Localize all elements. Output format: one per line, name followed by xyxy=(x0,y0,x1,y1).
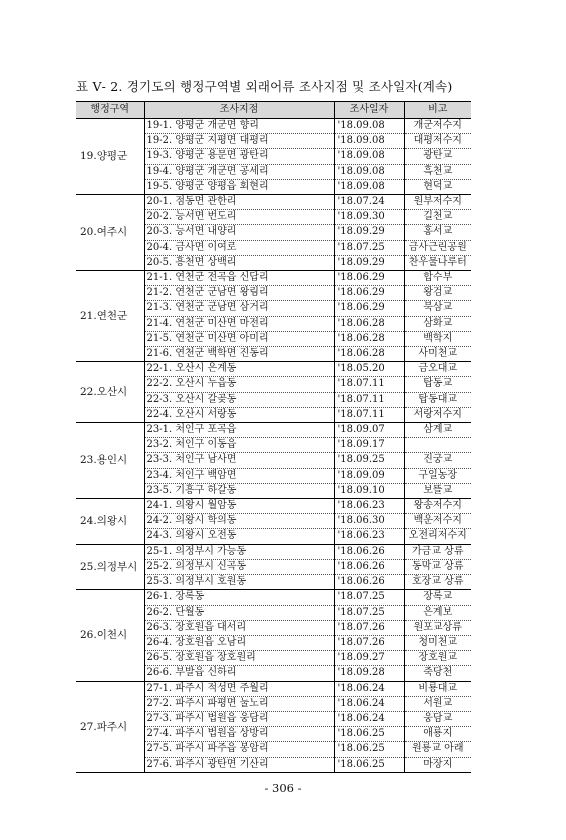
note-cell: 금오대교 xyxy=(404,362,471,377)
site-cell: 25-2. 의정부시 신곡동 xyxy=(144,559,334,574)
date-cell: '18.06.26 xyxy=(334,544,404,559)
date-cell: '18.06.29 xyxy=(334,271,404,286)
table-row xyxy=(76,544,471,559)
site-cell: 21-6. 연천군 백학면 진동리 xyxy=(144,347,334,362)
date-cell: '18.06.26 xyxy=(334,575,404,590)
date-cell: '18.09.30 xyxy=(334,210,404,225)
date-cell: '18.06.28 xyxy=(334,347,404,362)
site-cell: 27-4. 파주시 법원읍 상방리 xyxy=(144,727,334,742)
region-cell: 24.의왕시 xyxy=(76,499,144,545)
site-cell: 23-4. 처인구 백암면 xyxy=(144,468,334,483)
site-cell: 19-2. 양평군 지평면 대평리 xyxy=(144,134,334,149)
note-cell: 현덕교 xyxy=(404,179,471,194)
site-cell: 25-1. 의정부시 가능동 xyxy=(144,544,334,559)
site-cell: 19-5. 양평군 양평읍 회현리 xyxy=(144,179,334,194)
date-cell: '18.06.24 xyxy=(334,711,404,726)
site-cell: 23-3. 처인구 남사면 xyxy=(144,453,334,468)
site-cell: 23-5. 기흥구 하갈동 xyxy=(144,483,334,498)
site-cell: 22-4. 오산시 서랑동 xyxy=(144,407,334,422)
site-cell: 22-1. 오산시 은계동 xyxy=(144,362,334,377)
site-cell: 27-3. 파주시 법원읍 웅담리 xyxy=(144,711,334,726)
note-cell xyxy=(404,438,471,453)
page-number: - 306 - xyxy=(264,781,302,795)
table-caption: 표 Ⅴ- 2. 경기도의 행정구역별 외래어류 조사지점 및 조사일자(계속) xyxy=(76,79,453,94)
region-cell: 27.파주시 xyxy=(76,681,144,772)
site-cell: 27-6. 파주시 광탄면 기산리 xyxy=(144,757,334,772)
date-cell: '18.06.30 xyxy=(334,514,404,529)
region-cell: 26.이천시 xyxy=(76,590,144,681)
note-cell: 백운저수지 xyxy=(404,514,471,529)
note-cell: 왕검교 xyxy=(404,286,471,301)
site-cell: 26-5. 장호원읍 장호원리 xyxy=(144,651,334,666)
site-cell: 23-2. 처인구 이동읍 xyxy=(144,438,334,453)
note-cell: 진궁교 xyxy=(404,453,471,468)
note-cell: 보뜰교 xyxy=(404,483,471,498)
date-cell: '18.07.24 xyxy=(334,195,404,210)
note-cell: 합수부 xyxy=(404,271,471,286)
site-cell: 23-1. 처인구 포곡읍 xyxy=(144,423,334,438)
site-cell: 21-2. 연천군 군남면 왕림리 xyxy=(144,286,334,301)
site-cell: 22-3. 오산시 갈곶동 xyxy=(144,392,334,407)
date-cell: '18.09.08 xyxy=(334,164,404,179)
note-cell: 길천교 xyxy=(404,210,471,225)
note-cell: 은계보 xyxy=(404,605,471,620)
date-cell: '18.09.17 xyxy=(334,438,404,453)
site-cell: 20-3. 능서면 내양리 xyxy=(144,225,334,240)
date-cell: '18.07.25 xyxy=(334,605,404,620)
site-cell: 20-2. 능서면 번도리 xyxy=(144,210,334,225)
site-cell: 19-1. 양평군 개군면 향리 xyxy=(144,119,334,134)
date-cell: '18.06.23 xyxy=(334,529,404,544)
site-cell: 21-4. 연천군 미산면 마전리 xyxy=(144,316,334,331)
date-cell: '18.05.20 xyxy=(334,362,404,377)
site-cell: 20-4. 금사면 이여로 xyxy=(144,240,334,255)
date-cell: '18.06.24 xyxy=(334,681,404,696)
region-cell: 21.연천군 xyxy=(76,271,144,362)
date-cell: '18.06.24 xyxy=(334,696,404,711)
site-cell: 24-1. 의왕시 월암동 xyxy=(144,499,334,514)
note-cell: 구일농장 xyxy=(404,468,471,483)
note-cell: 호장교 상류 xyxy=(404,575,471,590)
header-date: 조사일자 xyxy=(334,102,404,119)
date-cell: '18.07.25 xyxy=(334,590,404,605)
date-cell: '18.06.29 xyxy=(334,286,404,301)
note-cell: 가금교 상류 xyxy=(404,544,471,559)
site-cell: 19-3. 양평군 용문면 광탄리 xyxy=(144,149,334,164)
note-cell: 북삼교 xyxy=(404,301,471,316)
note-cell: 삼계교 xyxy=(404,423,471,438)
site-cell: 20-5. 흥천면 상백리 xyxy=(144,255,334,270)
site-cell: 21-1. 연천군 전곡읍 신답리 xyxy=(144,271,334,286)
date-cell: '18.09.27 xyxy=(334,651,404,666)
table-row xyxy=(76,681,471,696)
date-cell: '18.09.29 xyxy=(334,225,404,240)
survey-table xyxy=(76,101,471,773)
note-cell: 애룡지 xyxy=(404,727,471,742)
note-cell: 홍서교 xyxy=(404,225,471,240)
date-cell: '18.07.25 xyxy=(334,240,404,255)
date-cell: '18.06.25 xyxy=(334,742,404,757)
date-cell: '18.07.11 xyxy=(334,407,404,422)
date-cell: '18.07.11 xyxy=(334,392,404,407)
region-cell: 22.오산시 xyxy=(76,362,144,423)
site-cell: 24-2. 의왕시 학의동 xyxy=(144,514,334,529)
note-cell: 흑천교 xyxy=(404,164,471,179)
date-cell: '18.07.11 xyxy=(334,377,404,392)
region-cell: 25.의정부시 xyxy=(76,544,144,590)
site-cell: 26-4. 장호원읍 오남리 xyxy=(144,635,334,650)
note-cell: 백학지 xyxy=(404,331,471,346)
date-cell: '18.06.25 xyxy=(334,757,404,772)
site-cell: 26-3. 장호원읍 대서리 xyxy=(144,620,334,635)
date-cell: '18.09.09 xyxy=(334,468,404,483)
table-body xyxy=(76,119,471,773)
note-cell: 서원교 xyxy=(404,696,471,711)
note-cell: 장호원교 xyxy=(404,651,471,666)
date-cell: '18.09.08 xyxy=(334,119,404,134)
site-cell: 22-2. 오산시 누읍동 xyxy=(144,377,334,392)
site-cell: 21-3. 연천군 군남면 삼거리 xyxy=(144,301,334,316)
table-row xyxy=(76,423,471,438)
note-cell: 금사근린공원 xyxy=(404,240,471,255)
site-cell: 20-1. 점동면 관한리 xyxy=(144,195,334,210)
region-cell: 19.양평군 xyxy=(80,150,128,163)
date-cell: '18.06.25 xyxy=(334,727,404,742)
note-cell: 장록교 xyxy=(404,590,471,605)
note-cell: 원부저수지 xyxy=(404,195,471,210)
note-cell: 개군저수지 xyxy=(404,119,471,134)
date-cell: '18.06.28 xyxy=(334,316,404,331)
note-cell: 오전리저수지 xyxy=(404,529,471,544)
note-cell: 왕송저수지 xyxy=(404,499,471,514)
note-cell: 대평저수지 xyxy=(404,134,471,149)
date-cell: '18.09.29 xyxy=(334,255,404,270)
site-cell: 24-3. 의왕시 오전동 xyxy=(144,529,334,544)
date-cell: '18.06.23 xyxy=(334,499,404,514)
note-cell: 탑동대교 xyxy=(404,392,471,407)
date-cell: '18.09.10 xyxy=(334,483,404,498)
table-row xyxy=(76,362,471,377)
site-cell: 19-4. 양평군 개군면 공세리 xyxy=(144,164,334,179)
site-cell: 27-5. 파주시 파주읍 봉암리 xyxy=(144,742,334,757)
site-cell: 25-3. 의정부시 호원동 xyxy=(144,575,334,590)
table-row xyxy=(76,195,471,210)
note-cell: 비룡대교 xyxy=(404,681,471,696)
header-region: 행정구역 xyxy=(76,102,144,119)
date-cell: '18.09.07 xyxy=(334,423,404,438)
site-cell: 27-2. 파주시 파평면 눌노리 xyxy=(144,696,334,711)
note-cell: 원룡교 아래 xyxy=(404,742,471,757)
note-cell: 청미천교 xyxy=(404,635,471,650)
note-cell: 광탄교 xyxy=(404,149,471,164)
date-cell: '18.06.26 xyxy=(334,559,404,574)
region-cell: 23.용인시 xyxy=(76,423,144,499)
date-cell: '18.09.28 xyxy=(334,666,404,681)
note-cell: 탑동교 xyxy=(404,377,471,392)
site-cell: 26-6. 부발읍 신하리 xyxy=(144,666,334,681)
site-cell: 26-2. 단월동 xyxy=(144,605,334,620)
site-cell: 21-5. 연천군 미산면 아미리 xyxy=(144,331,334,346)
header-note: 비고 xyxy=(404,102,471,119)
date-cell: '18.09.08 xyxy=(334,179,404,194)
date-cell: '18.06.29 xyxy=(334,301,404,316)
table-row xyxy=(76,119,471,134)
note-cell: 찬우물나루터 xyxy=(404,255,471,270)
date-cell: '18.06.28 xyxy=(334,331,404,346)
date-cell: '18.09.08 xyxy=(334,134,404,149)
date-cell: '18.09.25 xyxy=(334,453,404,468)
date-cell: '18.07.26 xyxy=(334,620,404,635)
site-cell: 27-1. 파주시 적성면 주월리 xyxy=(144,681,334,696)
table-row xyxy=(76,271,471,286)
table-row xyxy=(76,590,471,605)
note-cell: 사미천교 xyxy=(404,347,471,362)
site-cell: 26-1. 장록동 xyxy=(144,590,334,605)
note-cell: 죽당천 xyxy=(404,666,471,681)
table-header-row xyxy=(76,102,471,119)
note-cell: 마장지 xyxy=(404,757,471,772)
region-cell: 20.여주시 xyxy=(76,195,144,271)
header-site: 조사지점 xyxy=(144,102,334,119)
note-cell: 삼화교 xyxy=(404,316,471,331)
date-cell: '18.09.08 xyxy=(334,149,404,164)
table-row xyxy=(76,499,471,514)
note-cell: 동막교 상류 xyxy=(404,559,471,574)
note-cell: 웅담교 xyxy=(404,711,471,726)
note-cell: 원포교상류 xyxy=(404,620,471,635)
date-cell: '18.07.26 xyxy=(334,635,404,650)
note-cell: 서랑저수지 xyxy=(404,407,471,422)
